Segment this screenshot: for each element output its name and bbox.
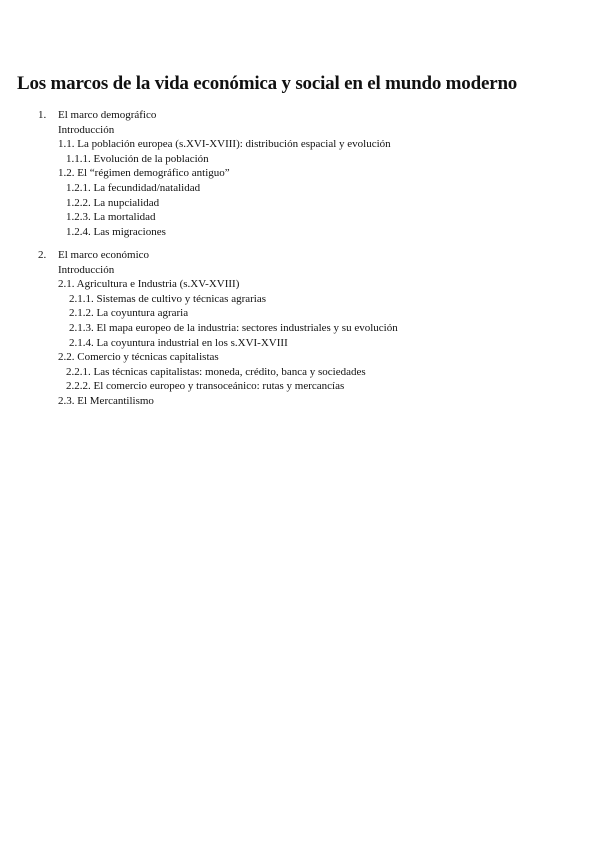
list-item: 2.1. Agricultura e Industria (s.XV-XVIII)	[58, 278, 240, 291]
list-item: 1.2.3. La mortalidad	[66, 211, 156, 224]
list-item: 1.2.1. La fecundidad/natalidad	[66, 182, 201, 194]
list-item: 1.1. La población europea (s.XVI-XVIII): distribución espacial y evolución	[58, 138, 391, 151]
section-title: El marco demográfico	[58, 109, 157, 121]
section-title: El marco económico	[58, 249, 150, 261]
section-intro: Introducción	[58, 263, 115, 276]
section-number: 2.	[38, 249, 47, 261]
list-item: 2.2.2. El comercio europeo y transoceánico: rutas y mercancías	[66, 380, 345, 393]
list-item: 2.2. Comercio y técnicas capitalistas	[58, 351, 219, 364]
list-item: 2.2.1. Las técnicas capitalistas: moneda, crédito, banca y sociedades	[66, 365, 366, 378]
list-item: 2.3. El Mercantilismo	[58, 395, 154, 407]
list-item: 1.2. El “régimen demográfico antiguo”	[58, 167, 230, 180]
list-item: 1.2.4. Las migraciones	[66, 225, 166, 238]
section-number: 1.	[38, 109, 47, 121]
list-item: 2.1.1. Sistemas de cultivo y técnicas agrarias	[69, 292, 267, 305]
document-title: Los marcos de la vida económica y social en el mundo moderno	[17, 73, 518, 94]
list-item: 2.1.2. La coyuntura agraria	[69, 307, 189, 320]
list-item: 1.2.2. La nupcialidad	[66, 196, 160, 209]
section-intro: Introducción	[58, 123, 115, 136]
list-item: 2.1.4. La coyuntura industrial en los s.XVI-XVIII	[69, 336, 288, 349]
list-item: 1.1.1. Evolución de la población	[66, 152, 209, 165]
list-item: 2.1.3. El mapa europeo de la industria: sectores industriales y su evolución	[69, 322, 398, 334]
